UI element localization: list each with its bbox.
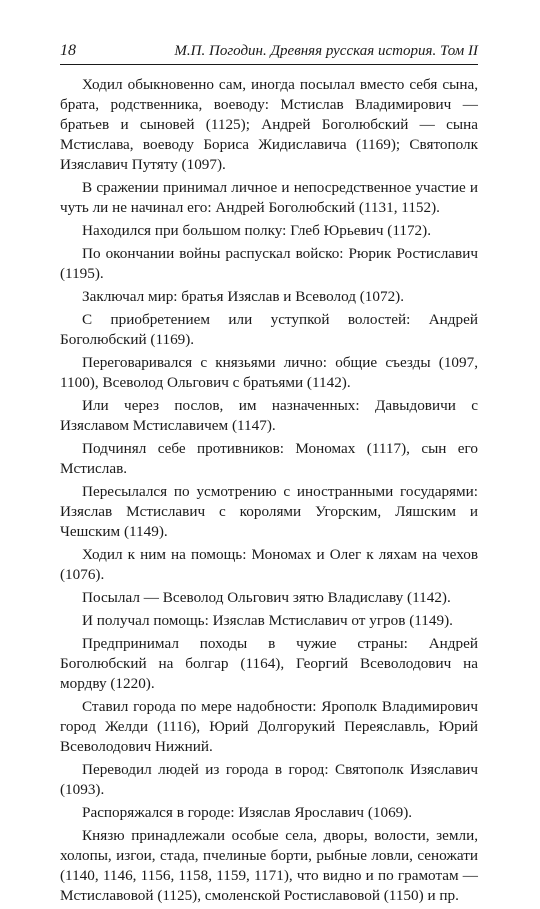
paragraph: Заключал мир: братья Изяслав и Всеволод (1072). <box>82 288 405 305</box>
paragraph: Или через послов, им назначенных: Давыдовичи с Изяславом Мстиславичем (1147). <box>60 397 478 434</box>
paragraph: Ходил обыкновенно сам, иногда посылал вместо себя сына, брата, родственника, воеводу: Мстислав Владимирович — братьев и сыновей (1125); Андрей Боголюбский — сына Мстислава, воеводу Бориса Жидиславича (1169); Святополк Изяславич Путяту (1097). <box>60 76 478 173</box>
page-body <box>60 75 478 906</box>
paragraph: Предпринимал походы в чужие страны: Андрей Боголюбский на болгар (1164), Георгий Всеволодович на мордву (1220). <box>60 635 478 692</box>
paragraph: Подчинял себе противников: Мономах (1117), сын его Мстислав. <box>60 440 478 477</box>
paragraph: Ставил города по мере надобности: Ярополк Владимирович город Желди (1116), Юрий Долгорукий Переяславль, Юрий Всеволодович Нижний. <box>60 698 478 755</box>
running-header <box>60 42 478 65</box>
page-number: 18 <box>60 42 76 59</box>
book-page <box>60 42 478 909</box>
paragraph: Переговаривался с князьями лично: общие съезды (1097, 1100), Всеволод Ольгович с братьями (1142). <box>60 354 478 391</box>
running-title: М.П. Погодин. Древняя русская история. Том II <box>174 43 478 59</box>
paragraph: Распоряжался в городе: Изяслав Ярославич (1069). <box>82 804 413 821</box>
paragraph: Находился при большом полку: Глеб Юрьевич (1172). <box>82 222 431 239</box>
paragraph: И получал помощь: Изяслав Мстиславич от угров (1149). <box>82 612 453 629</box>
paragraph: С приобретением или уступкой волостей: Андрей Боголюбский (1169). <box>60 311 478 348</box>
paragraph: Ходил к ним на помощь: Мономах и Олег к ляхам на чехов (1076). <box>60 546 478 583</box>
paragraph: Пересылался по усмотрению с иностранными государями: Изяслав Мстиславич с королями Угорским, Ляшским и Чешским (1149). <box>60 483 478 540</box>
paragraph: Переводил людей из города в город: Святополк Изяславич (1093). <box>60 761 478 798</box>
paragraph: В сражении принимал личное и непосредственное участие и чуть ли не начинал его: Андрей Боголюбский (1131, 1152). <box>60 179 478 216</box>
paragraph: Князю принадлежали особые села, дворы, волости, земли, холопы, изгои, стада, пчелиные борти, рыбные ловли, сеножати (1140, 1146, 1156, 1158, 1159, 1171), что видно и по грамотам — Мстиславовой (1125), смоленской Ростиславовой (1150) и пр. <box>60 827 478 904</box>
paragraph: По окончании войны распускал войско: Рюрик Ростиславич (1195). <box>60 245 478 282</box>
paragraph: Посылал — Всеволод Ольгович зятю Владиславу (1142). <box>82 589 451 606</box>
